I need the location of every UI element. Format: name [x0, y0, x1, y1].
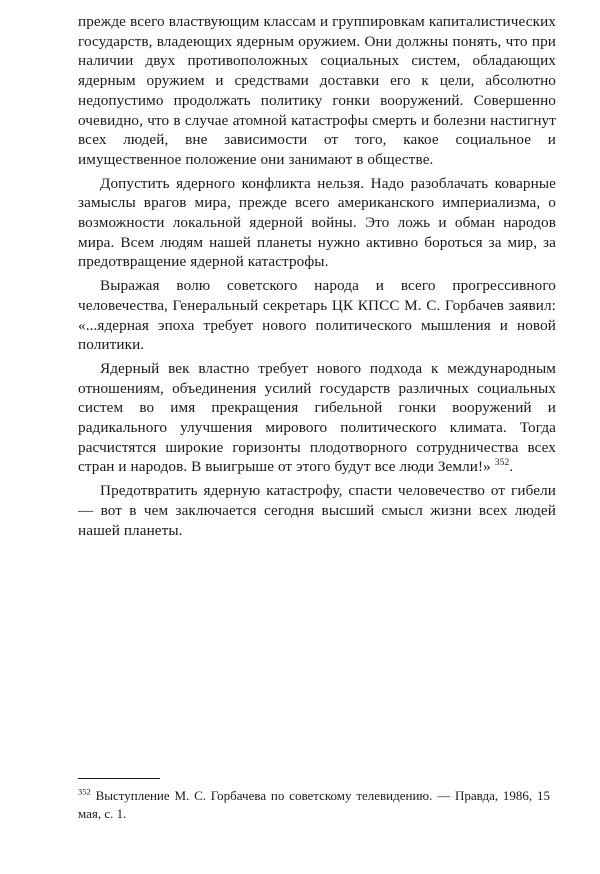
paragraph-continuation: прежде всего властвующим классам и группировкам капиталистических государств, владеющих ядерным оружием. Они должны понять, что при наличии двух противоположных социальных систем, обладающих ядерным оружием и средствами доставки его к цели, абсолютно недопустимо продолжать политику гонки вооружений. Совершенно очевидно, что в случае атомной катастрофы смерть и болезни настигнут всех людей, вне зависимости от того, какое социальное и имущественное положение они занимают в обществе. — [78, 13, 556, 168]
footnote — [78, 787, 550, 823]
paragraph: Выражая волю советского народа и всего прогрессивного человечества, Генеральный секретарь ЦК КПСС М. С. Горбачев заявил: «...ядерная эпоха требует нового политического мышления и новой политики. — [78, 277, 556, 354]
footnote-reference[interactable]: 352 — [494, 458, 510, 469]
footnote-divider — [78, 778, 160, 779]
footnote-number: 352 — [78, 786, 91, 797]
main-text — [78, 12, 556, 540]
quote-text: Ядерный век властно требует нового подхода к международным отношениям, объединения усилий государств различных социальных систем во имя прекращения гибельной гонки вооружений и радикального улучшения мирового политического климата. Тогда расчистятся широкие горизонты плодотворного сотрудничества всех стран и народов. В выигрыше от этого будут все люди Земли!» — [78, 359, 556, 476]
paragraph-quote: Ядерный век властно требует нового подхода к международным отношениям, объединения усилий государств различных социальных систем во имя прекращения гибельной гонки вооружений и радикального улучшения мирового политического климата. Тогда расчистятся широкие горизонты плодотворного сотрудничества всех стран и народов. В выигрыше от этого будут все люди Земли!» $^{352}$. — [78, 359, 556, 476]
footnote-text: Выступление М. С. Горбачева по советскому телевидению. — Правда, 1986, 15 мая, с. 1. — [78, 788, 550, 821]
paragraph: Допустить ядерного конфликта нельзя. Надо разоблачать коварные замыслы врагов мира, прежде всего американского империализма, о возможности локальной ядерной войны. Это ложь и обман народов мира. Всем людям нашей планеты нужно активно бороться за мир, за предотвращение ядерной катастрофы. — [78, 174, 556, 271]
paragraph: Предотвратить ядерную катастрофу, спасти человечество от гибели — вот в чем заключается сегодня высший смысл жизни всех людей нашей планеты. — [78, 482, 556, 539]
